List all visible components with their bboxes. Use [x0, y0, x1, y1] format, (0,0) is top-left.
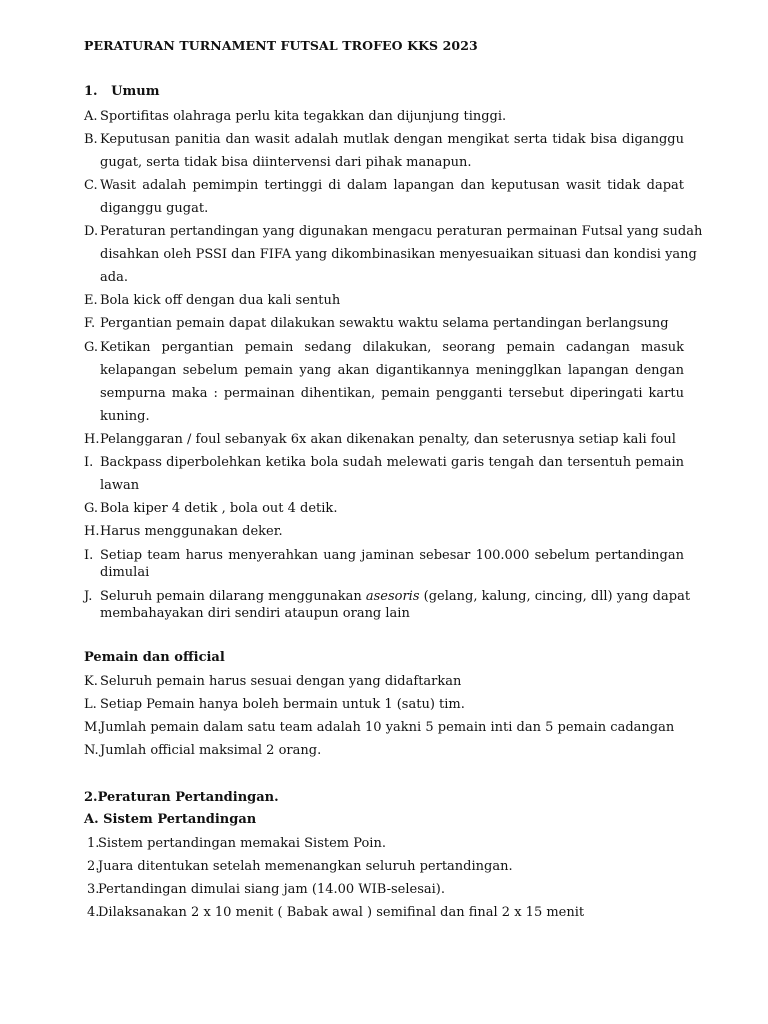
rule-text: Pergantian pemain dapat dilakukan sewaktu waktu selama pertandingan berlangsung: [100, 316, 669, 331]
item-text: Sistem pertandingan memakai Sistem Poin.: [98, 836, 386, 851]
rule-text: Jumlah official maksimal 2 orang.: [100, 743, 322, 758]
rule-label: H.: [84, 432, 100, 447]
rule-text: Ketikan pergantian pemain sedang dilakukan, seorang pemain cadangan masuk: [100, 340, 684, 355]
rule-label: D.: [84, 224, 99, 239]
item-number: 4.: [87, 905, 100, 920]
rule-text: Setiap team harus menyerahkan uang jaminan sebesar 100.000 sebelum pertandingan: [100, 548, 684, 563]
rule-text: sempurna maka : permainan dihentikan, pemain pengganti tersebut diperingati kartu: [100, 386, 684, 401]
rule-label: E.: [84, 293, 98, 308]
rule-text: Peraturan pertandingan yang digunakan mengacu peraturan permainan Futsal yang sudah: [100, 224, 703, 239]
rule-text: Sportifitas olahraga perlu kita tegakkan dan dijunjung tinggi.: [100, 109, 507, 124]
rule-label: M.: [84, 720, 102, 735]
rule-label: H.: [84, 524, 100, 539]
rule-label: J.: [84, 589, 93, 604]
item-text: Dilaksanakan 2 x 10 menit ( Babak awal ) semifinal dan final 2 x 15 menit: [98, 905, 585, 920]
item-text: Juara ditentukan setelah memenangkan seluruh pertandingan.: [98, 859, 513, 874]
rule-text: Jumlah pemain dalam satu team adalah 10 yakni 5 pemain inti dan 5 pemain cadangan: [100, 720, 675, 735]
rule-text: Harus menggunakan deker.: [100, 524, 283, 539]
section-heading-pemain: Pemain dan official: [84, 650, 225, 665]
item-text: Pertandingan dimulai siang jam (14.00 WIB-selesai).: [98, 882, 445, 897]
section-heading-umum: 1. Umum: [84, 84, 160, 99]
rule-text-part: Seluruh pemain dilarang menggunakan: [100, 589, 366, 604]
subsection-heading-sistem: A. Sistem Pertandingan: [84, 812, 257, 827]
rule-text: [100, 588, 691, 605]
rule-text: Pelanggaran / foul sebanyak 6x akan dikenakan penalty, dan seterusnya setiap kali foul: [100, 432, 676, 447]
item-number: 3.: [87, 882, 100, 897]
rule-text: lawan: [100, 478, 140, 493]
rule-text: kelapangan sebelum pemain yang akan digantikannya meningglkan lapangan dengan: [100, 363, 684, 378]
rule-label: N.: [84, 743, 99, 758]
rule-text: ada.: [100, 270, 128, 285]
rule-label: A.: [84, 109, 98, 124]
rule-text: diganggu gugat.: [100, 201, 209, 216]
item-number: 2.: [87, 859, 100, 874]
rule-text: Keputusan panitia dan wasit adalah mutlak dengan mengikat serta tidak bisa diganggu: [100, 132, 684, 147]
rule-text: dimulai: [100, 565, 150, 580]
rule-text-italic: asesoris: [365, 589, 420, 604]
rule-label: F.: [84, 316, 96, 331]
rule-text: Backpass diperbolehkan ketika bola sudah melewati garis tengah dan tersentuh pemain: [100, 455, 684, 470]
rule-text: Bola kiper 4 detik , bola out 4 detik.: [100, 501, 338, 516]
rule-text-part: (gelang, kalung, cincing, dll) yang dapat: [419, 589, 691, 604]
rule-label: B.: [84, 132, 98, 147]
rule-text: gugat, serta tidak bisa diintervensi dari pihak manapun.: [100, 155, 472, 170]
document-title: PERATURAN TURNAMENT FUTSAL TROFEO KKS 2023: [84, 38, 478, 53]
rule-text: membahayakan diri sendiri ataupun orang lain: [100, 606, 410, 621]
rule-label: G.: [84, 501, 99, 516]
rule-label: I.: [84, 548, 94, 563]
item-number: 1.: [87, 836, 100, 851]
section-heading-peraturan-pertandingan: 2.Peraturan Pertandingan.: [84, 790, 279, 805]
rule-text: kuning.: [100, 409, 150, 424]
rule-text: Bola kick off dengan dua kali sentuh: [100, 293, 341, 308]
rule-label: L.: [84, 697, 97, 712]
rule-text: Setiap Pemain hanya boleh bermain untuk 1 (satu) tim.: [100, 697, 465, 712]
rule-label: G.: [84, 340, 99, 355]
rule-text: Wasit adalah pemimpin tertinggi di dalam lapangan dan keputusan wasit tidak dapat: [100, 178, 684, 193]
rule-label: I.: [84, 455, 94, 470]
rule-label: C.: [84, 178, 98, 193]
rule-text: disahkan oleh PSSI dan FIFA yang dikombinasikan menyesuaikan situasi dan kondisi yang: [100, 247, 697, 262]
rule-text: Seluruh pemain harus sesuai dengan yang didaftarkan: [100, 674, 462, 689]
rule-label: K.: [84, 674, 98, 689]
